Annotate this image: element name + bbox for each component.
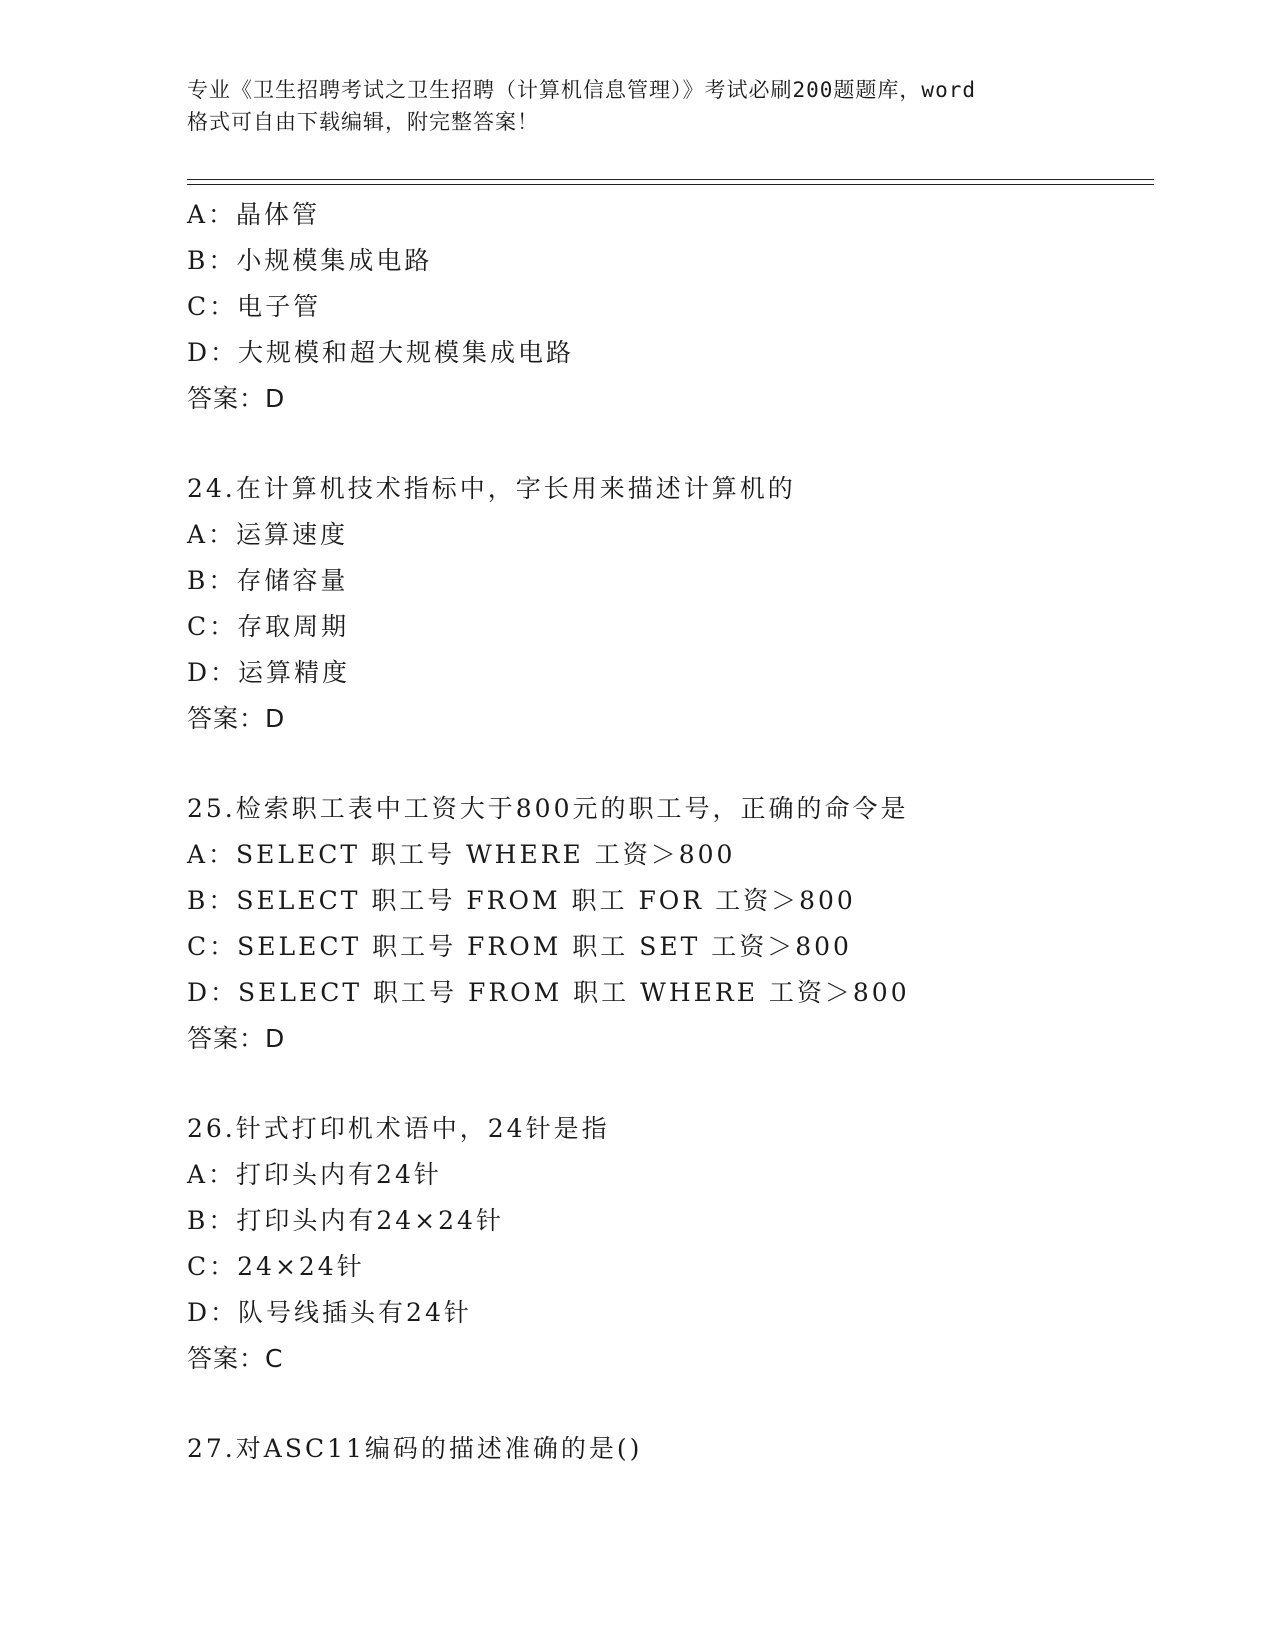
option-c: C：存取周期 (187, 612, 350, 641)
header-divider-bottom (187, 184, 1154, 185)
option-a: A：运算速度 (187, 520, 349, 549)
option-c: C：24×24针 (187, 1252, 365, 1281)
option-b: B：存储容量 (187, 566, 349, 595)
option-a: A：SELECT 职工号 WHERE 工资＞800 (187, 840, 736, 869)
header-line-1: 专业《卫生招聘考试之卫生招聘（计算机信息管理）》考试必刷200题题库，word (187, 78, 976, 102)
question-list (187, 192, 1147, 1472)
header-divider-top (187, 179, 1154, 180)
answer: 答案：C (187, 1344, 284, 1373)
option-a: A：晶体管 (187, 200, 321, 229)
answer: 答案：D (187, 384, 286, 413)
answer: 答案：D (187, 1024, 286, 1053)
option-c: C：电子管 (187, 292, 322, 321)
answer: 答案：D (187, 704, 286, 733)
option-d: D：队号线插头有24针 (187, 1298, 472, 1327)
question-block (187, 786, 1147, 1062)
option-b: B：小规模集成电路 (187, 246, 433, 275)
header-line-2: 格式可自由下载编辑，附完整答案！ (187, 110, 539, 134)
question-text: 24.在计算机技术指标中，字长用来描述计算机的 (187, 474, 796, 503)
question-text: 26.针式打印机术语中，24针是指 (187, 1114, 610, 1143)
option-b: B：SELECT 职工号 FROM 职工 FOR 工资＞800 (187, 886, 856, 915)
option-d: D：SELECT 职工号 FROM 职工 WHERE 工资＞800 (187, 978, 910, 1007)
document-header (187, 74, 1087, 138)
option-d: D：大规模和超大规模集成电路 (187, 338, 575, 367)
option-d: D：运算精度 (187, 658, 351, 687)
question-text: 27.对ASC11编码的描述准确的是() (187, 1434, 643, 1463)
option-c: C：SELECT 职工号 FROM 职工 SET 工资＞800 (187, 932, 852, 961)
question-block (187, 1106, 1147, 1382)
question-block (187, 192, 1147, 422)
option-b: B：打印头内有24×24针 (187, 1206, 504, 1235)
option-a: A：打印头内有24针 (187, 1160, 442, 1189)
question-block (187, 466, 1147, 742)
question-block (187, 1426, 1147, 1472)
question-text: 25.检索职工表中工资大于800元的职工号，正确的命令是 (187, 794, 909, 823)
